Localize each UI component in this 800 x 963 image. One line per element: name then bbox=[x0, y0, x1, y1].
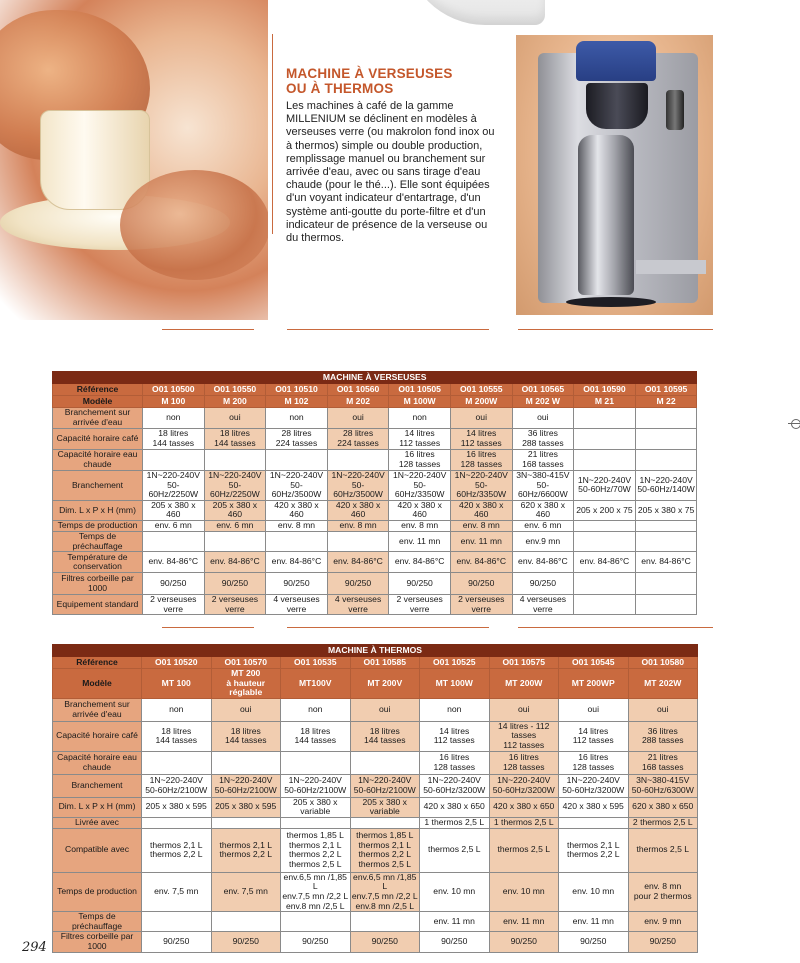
separator-line bbox=[162, 627, 254, 628]
table-cell bbox=[635, 408, 697, 429]
intro-title-line2: OU À THERMOS bbox=[286, 81, 394, 96]
table-cell: 90/250 bbox=[450, 573, 512, 595]
table-title: MACHINE À VERSEUSES bbox=[53, 372, 697, 384]
table-cell: oui bbox=[204, 408, 266, 429]
row-label: Temps de préchauffage bbox=[53, 912, 142, 932]
table-cell: 4 verseuses verre bbox=[327, 595, 389, 615]
table-cell: 420 x 380 x 460 bbox=[266, 500, 328, 520]
table-cell: 620 x 380 x 460 bbox=[512, 500, 574, 520]
row-label: Branchement bbox=[53, 774, 142, 797]
table-row bbox=[53, 721, 698, 751]
table-cell: 90/250 bbox=[281, 932, 351, 952]
table-cell bbox=[327, 531, 389, 551]
drip-tray bbox=[636, 260, 706, 274]
table-cell: 1N~220-240V 50-60Hz/2100W bbox=[350, 774, 420, 797]
table-cell: thermos 2,1 L thermos 2,2 L bbox=[211, 828, 281, 872]
table-cell: 90/250 bbox=[142, 932, 212, 952]
reference-cell: O01 10595 bbox=[635, 384, 697, 396]
table-cell: 14 litres 112 tasses bbox=[420, 721, 490, 751]
table-cell bbox=[574, 531, 636, 551]
verseuses-spec-table bbox=[52, 371, 697, 615]
table-cell bbox=[574, 573, 636, 595]
row-label: Filtres corbeille par 1000 bbox=[53, 573, 143, 595]
table-cell: non bbox=[143, 408, 205, 429]
separator-line bbox=[518, 627, 713, 628]
table-cell: 2 verseuses verre bbox=[450, 595, 512, 615]
reference-cell: O01 10555 bbox=[450, 384, 512, 396]
table-cell: env. 6 mn bbox=[204, 520, 266, 531]
table-cell: 420 x 380 x 650 bbox=[489, 797, 559, 817]
table-cell: 14 litres 112 tasses bbox=[389, 429, 451, 450]
row-label: Temps de production bbox=[53, 872, 142, 911]
table-cell: 16 litres 128 tasses bbox=[489, 751, 559, 774]
table-cell: 1N~220-240V 50-60Hz/3200W bbox=[420, 774, 490, 797]
reference-cell: O01 10545 bbox=[559, 657, 629, 669]
row-label: Modèle bbox=[53, 396, 143, 408]
table-cell: 28 litres 224 tasses bbox=[266, 429, 328, 450]
table-row bbox=[53, 520, 697, 531]
table-cell: env. 84-86°C bbox=[512, 552, 574, 573]
table-cell: 1N~220-240V 50-60Hz/2100W bbox=[211, 774, 281, 797]
reference-cell: O01 10585 bbox=[350, 657, 420, 669]
table-cell: env. 8 mn bbox=[327, 520, 389, 531]
table-cell: non bbox=[266, 408, 328, 429]
table-cell: 21 litres 168 tasses bbox=[512, 450, 574, 471]
table-cell: env. 11 mn bbox=[420, 912, 490, 932]
table-cell bbox=[211, 912, 281, 932]
table-cell: 90/250 bbox=[204, 573, 266, 595]
table-cell: env. 8 mn bbox=[450, 520, 512, 531]
table-cell: 90/250 bbox=[211, 932, 281, 952]
row-label: Capacité horaire café bbox=[53, 721, 142, 751]
reference-cell: O01 10570 bbox=[211, 657, 281, 669]
table-cell: 18 litres 144 tasses bbox=[211, 721, 281, 751]
thermos-base bbox=[566, 297, 656, 307]
row-label: Température de conservation bbox=[53, 552, 143, 573]
table-cell bbox=[204, 450, 266, 471]
intro-title bbox=[286, 66, 496, 96]
table-cell bbox=[281, 751, 351, 774]
table-cell: env. 7,5 mn bbox=[142, 872, 212, 911]
filter-holder bbox=[586, 83, 648, 129]
table-cell: 1N~220-240V 50-60Hz/140W bbox=[635, 471, 697, 501]
table-cell bbox=[266, 531, 328, 551]
table-cell bbox=[143, 450, 205, 471]
row-label: Branchement sur arrivée d'eau bbox=[53, 698, 142, 721]
table-cell: env. 11 mn bbox=[489, 912, 559, 932]
row-label: Filtres corbeille par 1000 bbox=[53, 932, 142, 952]
table-cell: non bbox=[389, 408, 451, 429]
row-label: Temps de préchauffage bbox=[53, 531, 143, 551]
intro-paragraph: Les machines à café de la gamme MILLENIUM se déclinent en modèles à verseuses verre (ou makrolon fond inox ou à thermos) simple ou double production, remplissage manuel ou branchement sur arrivée d'eau, avec ou sans tirage d'eau chaude (pour le thé...). Elle sont équipées d'un voyant indicateur d'entartrage, d'un système anti-goutte du porte-filtre et d'un indicateur de présence de la verseuse ou du thermos. bbox=[286, 100, 495, 245]
hand-shape bbox=[120, 170, 268, 280]
model-cell: M 102 bbox=[266, 396, 328, 408]
model-cell: MT 100W bbox=[420, 669, 490, 699]
table-cell: oui bbox=[489, 698, 559, 721]
table-cell: 620 x 380 x 650 bbox=[628, 797, 698, 817]
table-cell bbox=[327, 450, 389, 471]
table-cell: env. 10 mn bbox=[489, 872, 559, 911]
model-row bbox=[53, 396, 697, 408]
table-cell: env. 84-86°C bbox=[143, 552, 205, 573]
table-cell: 1 thermos 2,5 L bbox=[420, 817, 490, 828]
table-cell: env. 84-86°C bbox=[389, 552, 451, 573]
table-cell: env. 6 mn bbox=[143, 520, 205, 531]
reference-cell: O01 10525 bbox=[420, 657, 490, 669]
row-label: Compatible avec bbox=[53, 828, 142, 872]
table-cell: 90/250 bbox=[327, 573, 389, 595]
table-cell: 16 litres 128 tasses bbox=[450, 450, 512, 471]
table-cell bbox=[142, 817, 212, 828]
table-cell: 18 litres 144 tasses bbox=[142, 721, 212, 751]
decorative-arc bbox=[405, 0, 545, 25]
row-label: Dim. L x P x H (mm) bbox=[53, 797, 142, 817]
table-cell: 3N~380-415V 50-60Hz/6300W bbox=[628, 774, 698, 797]
table-cell: 4 verseuses verre bbox=[512, 595, 574, 615]
model-cell: MT 200V bbox=[350, 669, 420, 699]
reference-row bbox=[53, 384, 697, 396]
table-cell: oui bbox=[450, 408, 512, 429]
row-label: Dim. L x P x H (mm) bbox=[53, 500, 143, 520]
table-cell: 205 x 380 x 460 bbox=[143, 500, 205, 520]
table-cell: thermos 1,85 L thermos 2,1 L thermos 2,2 L thermos 2,5 L bbox=[350, 828, 420, 872]
table-cell: 36 litres 288 tasses bbox=[628, 721, 698, 751]
table-row bbox=[53, 552, 697, 573]
model-cell bbox=[211, 669, 281, 699]
reference-cell: O01 10575 bbox=[489, 657, 559, 669]
row-label: Capacité horaire eau chaude bbox=[53, 450, 143, 471]
separator-line bbox=[287, 627, 489, 628]
table-cell: 4 verseuses verre bbox=[266, 595, 328, 615]
model-cell: M 100W bbox=[389, 396, 451, 408]
table-cell: oui bbox=[512, 408, 574, 429]
table-cell: 14 litres 112 tasses bbox=[559, 721, 629, 751]
model-cell: M 200 bbox=[204, 396, 266, 408]
table-row bbox=[53, 500, 697, 520]
table-cell: 420 x 380 x 460 bbox=[450, 500, 512, 520]
table-cell: 205 x 380 x 460 bbox=[204, 500, 266, 520]
table-cell: 90/250 bbox=[512, 573, 574, 595]
row-label: Capacité horaire eau chaude bbox=[53, 751, 142, 774]
table-cell bbox=[204, 531, 266, 551]
table-cell: 16 litres 128 tasses bbox=[420, 751, 490, 774]
table-cell: env. 9 mn bbox=[628, 912, 698, 932]
table-row bbox=[53, 751, 698, 774]
table-row bbox=[53, 872, 698, 911]
table-cell: 16 litres 128 tasses bbox=[559, 751, 629, 774]
model-cell: M 202 W bbox=[512, 396, 574, 408]
table-cell: 1N~220-240V 50-60Hz/2100W bbox=[142, 774, 212, 797]
table-cell: 3N~380-415V 50-60Hz/6600W bbox=[512, 471, 574, 501]
reference-cell: O01 10535 bbox=[281, 657, 351, 669]
table-cell: 18 litres 144 tasses bbox=[350, 721, 420, 751]
model-cell: M 22 bbox=[635, 396, 697, 408]
table-cell: non bbox=[420, 698, 490, 721]
table-row bbox=[53, 573, 697, 595]
table-row bbox=[53, 450, 697, 471]
table-cell: thermos 2,5 L bbox=[628, 828, 698, 872]
reference-cell: O01 10565 bbox=[512, 384, 574, 396]
table-cell bbox=[574, 408, 636, 429]
table-cell: 420 x 380 x 650 bbox=[420, 797, 490, 817]
table-cell bbox=[350, 751, 420, 774]
table-cell: 1 thermos 2,5 L bbox=[489, 817, 559, 828]
machine-top bbox=[576, 41, 656, 81]
row-label: Branchement sur arrivée d'eau bbox=[53, 408, 143, 429]
table-cell: 14 litres - 112 tasses 112 tasses bbox=[489, 721, 559, 751]
coffee-machine-photo bbox=[516, 35, 713, 315]
table-cell bbox=[574, 450, 636, 471]
table-cell: 90/250 bbox=[420, 932, 490, 952]
table-row bbox=[53, 774, 698, 797]
table-cell: 1N~220-240V 50-60Hz/3200W bbox=[489, 774, 559, 797]
table-row bbox=[53, 471, 697, 501]
table-cell bbox=[559, 817, 629, 828]
table-cell: 90/250 bbox=[559, 932, 629, 952]
table-cell: 2 verseuses verre bbox=[143, 595, 205, 615]
table-cell: 1N~220-240V 50-60Hz/2250W bbox=[204, 471, 266, 501]
table-cell: 1N~220-240V 50-60Hz/70W bbox=[574, 471, 636, 501]
reference-cell: O01 10520 bbox=[142, 657, 212, 669]
table-cell: thermos 2,5 L bbox=[420, 828, 490, 872]
table-row bbox=[53, 698, 698, 721]
reference-cell: O01 10560 bbox=[327, 384, 389, 396]
table-cell: 205 x 380 x variable bbox=[350, 797, 420, 817]
table-cell bbox=[635, 520, 697, 531]
table-cell: 18 litres 144 tasses bbox=[204, 429, 266, 450]
table-cell bbox=[281, 912, 351, 932]
table-cell: 16 litres 128 tasses bbox=[389, 450, 451, 471]
model-cell: MT 200W bbox=[489, 669, 559, 699]
table-cell: 28 litres 224 tasses bbox=[327, 429, 389, 450]
table-cell: oui bbox=[628, 698, 698, 721]
table-cell: oui bbox=[327, 408, 389, 429]
table-cell bbox=[350, 912, 420, 932]
table-cell: thermos 1,85 L thermos 2,1 L thermos 2,2 L thermos 2,5 L bbox=[281, 828, 351, 872]
table-cell: 2 verseuses verre bbox=[389, 595, 451, 615]
reference-cell: O01 10590 bbox=[574, 384, 636, 396]
table-row bbox=[53, 817, 698, 828]
table-cell bbox=[635, 531, 697, 551]
model-cell: MT100V bbox=[281, 669, 351, 699]
table-cell: 90/250 bbox=[143, 573, 205, 595]
table-cell: env.6,5 mn /1,85 L env.7,5 mn /2,2 L env.8 mn /2,5 L bbox=[351, 872, 418, 911]
table-cell bbox=[143, 531, 205, 551]
table-cell bbox=[266, 450, 328, 471]
table-cell: 1N~220-240V 50-60Hz/3500W bbox=[327, 471, 389, 501]
table-cell: thermos 2,1 L thermos 2,2 L bbox=[559, 828, 629, 872]
table-cell: env. 84-86°C bbox=[574, 552, 636, 573]
table-cell: env. 6 mn bbox=[512, 520, 574, 531]
reference-cell: O01 10505 bbox=[389, 384, 451, 396]
table-cell: non bbox=[142, 698, 212, 721]
thermos-spec-table bbox=[52, 644, 698, 953]
row-label: Référence bbox=[53, 384, 143, 396]
table-cell: 90/250 bbox=[489, 932, 559, 952]
model-name: MT 200 bbox=[231, 668, 261, 678]
table-cell bbox=[635, 429, 697, 450]
table-cell: 420 x 380 x 460 bbox=[327, 500, 389, 520]
table-cell: 420 x 380 x 460 bbox=[389, 500, 451, 520]
table-cell bbox=[635, 595, 697, 615]
table-cell: 90/250 bbox=[266, 573, 328, 595]
table-cell: env. 84-86°C bbox=[635, 552, 697, 573]
table-cell: 1N~220-240V 50-60Hz/3350W bbox=[389, 471, 451, 501]
model-cell: M 21 bbox=[574, 396, 636, 408]
reference-cell: O01 10580 bbox=[628, 657, 698, 669]
table-row bbox=[53, 531, 697, 551]
model-cell: M 100 bbox=[143, 396, 205, 408]
table-cell: env. 10 mn bbox=[559, 872, 629, 911]
table-cell: 14 litres 112 tasses bbox=[450, 429, 512, 450]
thermos-shape bbox=[578, 135, 634, 295]
table-cell: thermos 2,1 L thermos 2,2 L bbox=[142, 828, 212, 872]
table-cell: env. 8 mn pour 2 thermos bbox=[628, 872, 698, 911]
table-cell: 1N~220-240V 50-60Hz/2250W bbox=[143, 471, 205, 501]
table-cell: env. 11 mn bbox=[559, 912, 629, 932]
row-label: Equipement standard bbox=[53, 595, 143, 615]
table-cell: env. 7,5 mn bbox=[211, 872, 281, 911]
table-cell: 21 litres 168 tasses bbox=[628, 751, 698, 774]
registration-mark bbox=[788, 417, 800, 431]
table-row bbox=[53, 797, 698, 817]
table-cell bbox=[574, 595, 636, 615]
table-row bbox=[53, 912, 698, 932]
table-row bbox=[53, 828, 698, 872]
table-row bbox=[53, 595, 697, 615]
separator-line bbox=[162, 329, 254, 330]
table-cell bbox=[211, 751, 281, 774]
table-cell: 205 x 380 x variable bbox=[281, 797, 351, 817]
table-cell bbox=[635, 573, 697, 595]
model-note: à hauteur réglable bbox=[226, 677, 266, 698]
table-cell: env. 8 mn bbox=[389, 520, 451, 531]
vertical-divider bbox=[272, 34, 273, 234]
row-label: Modèle bbox=[53, 669, 142, 699]
table-cell bbox=[574, 520, 636, 531]
table-cell bbox=[142, 751, 212, 774]
reference-row bbox=[53, 657, 698, 669]
model-cell: MT 202W bbox=[628, 669, 698, 699]
table-cell: env. 10 mn bbox=[420, 872, 490, 911]
table-cell: thermos 2,5 L bbox=[489, 828, 559, 872]
row-label: Référence bbox=[53, 657, 142, 669]
page-number: 294 bbox=[22, 940, 47, 955]
table-cell: oui bbox=[211, 698, 281, 721]
table-cell: non bbox=[281, 698, 351, 721]
reference-cell: O01 10510 bbox=[266, 384, 328, 396]
table-cell bbox=[635, 450, 697, 471]
table-cell: oui bbox=[559, 698, 629, 721]
row-label: Livrée avec bbox=[53, 817, 142, 828]
table-cell: env. 84-86°C bbox=[327, 552, 389, 573]
coffee-cup-photo bbox=[0, 0, 268, 320]
table-cell: 90/250 bbox=[350, 932, 420, 952]
table-cell: env. 11 mn bbox=[450, 531, 512, 551]
table-cell: 2 verseuses verre bbox=[204, 595, 266, 615]
table-cell: 205 x 380 x 595 bbox=[142, 797, 212, 817]
table-cell bbox=[574, 429, 636, 450]
model-row bbox=[53, 669, 698, 699]
table-cell bbox=[211, 817, 281, 828]
table-cell: oui bbox=[350, 698, 420, 721]
table-cell: 36 litres 288 tasses bbox=[512, 429, 574, 450]
separator-line bbox=[518, 329, 713, 330]
table-cell: 18 litres 144 tasses bbox=[143, 429, 205, 450]
row-label: Capacité horaire café bbox=[53, 429, 143, 450]
table-cell: 420 x 380 x 595 bbox=[559, 797, 629, 817]
table-cell: 1N~220-240V 50-60Hz/3500W bbox=[266, 471, 328, 501]
reference-cell: O01 10500 bbox=[143, 384, 205, 396]
table-cell: 205 x 200 x 75 bbox=[574, 500, 636, 520]
table-row bbox=[53, 408, 697, 429]
table-cell: 1N~220-240V 50-60Hz/3200W bbox=[559, 774, 629, 797]
table-cell: 90/250 bbox=[389, 573, 451, 595]
table-cell: 90/250 bbox=[628, 932, 698, 952]
table-cell: env. 8 mn bbox=[266, 520, 328, 531]
table-cell: 205 x 380 x 75 bbox=[635, 500, 697, 520]
model-cell: MT 200WP bbox=[559, 669, 629, 699]
model-cell: M 202 bbox=[327, 396, 389, 408]
table-cell: env.9 mn bbox=[512, 531, 574, 551]
table-cell bbox=[142, 912, 212, 932]
model-cell: MT 100 bbox=[142, 669, 212, 699]
row-label: Branchement bbox=[53, 471, 143, 501]
table-row bbox=[53, 429, 697, 450]
row-label: Temps de production bbox=[53, 520, 143, 531]
water-tap bbox=[666, 90, 684, 130]
intro-title-line1: MACHINE À VERSEUSES bbox=[286, 66, 453, 81]
table-cell bbox=[350, 817, 420, 828]
table-cell: env. 11 mn bbox=[389, 531, 451, 551]
table-cell: 205 x 380 x 595 bbox=[211, 797, 281, 817]
table-cell: 2 thermos 2,5 L bbox=[628, 817, 698, 828]
table-cell: 18 litres 144 tasses bbox=[281, 721, 351, 751]
model-cell: M 200W bbox=[450, 396, 512, 408]
table-title: MACHINE À THERMOS bbox=[53, 645, 698, 657]
table-cell: env.6,5 mn /1,85 L env.7,5 mn /2,2 L env.8 mn /2,5 L bbox=[282, 872, 349, 911]
table-cell bbox=[281, 817, 351, 828]
separator-line bbox=[287, 329, 489, 330]
table-cell: 1N~220-240V 50-60Hz/2100W bbox=[281, 774, 351, 797]
table-cell: 1N~220-240V 50-60Hz/3350W bbox=[450, 471, 512, 501]
table-cell: env. 84-86°C bbox=[266, 552, 328, 573]
table-row bbox=[53, 932, 698, 952]
table-cell: env. 84-86°C bbox=[450, 552, 512, 573]
reference-cell: O01 10550 bbox=[204, 384, 266, 396]
table-cell: env. 84-86°C bbox=[204, 552, 266, 573]
